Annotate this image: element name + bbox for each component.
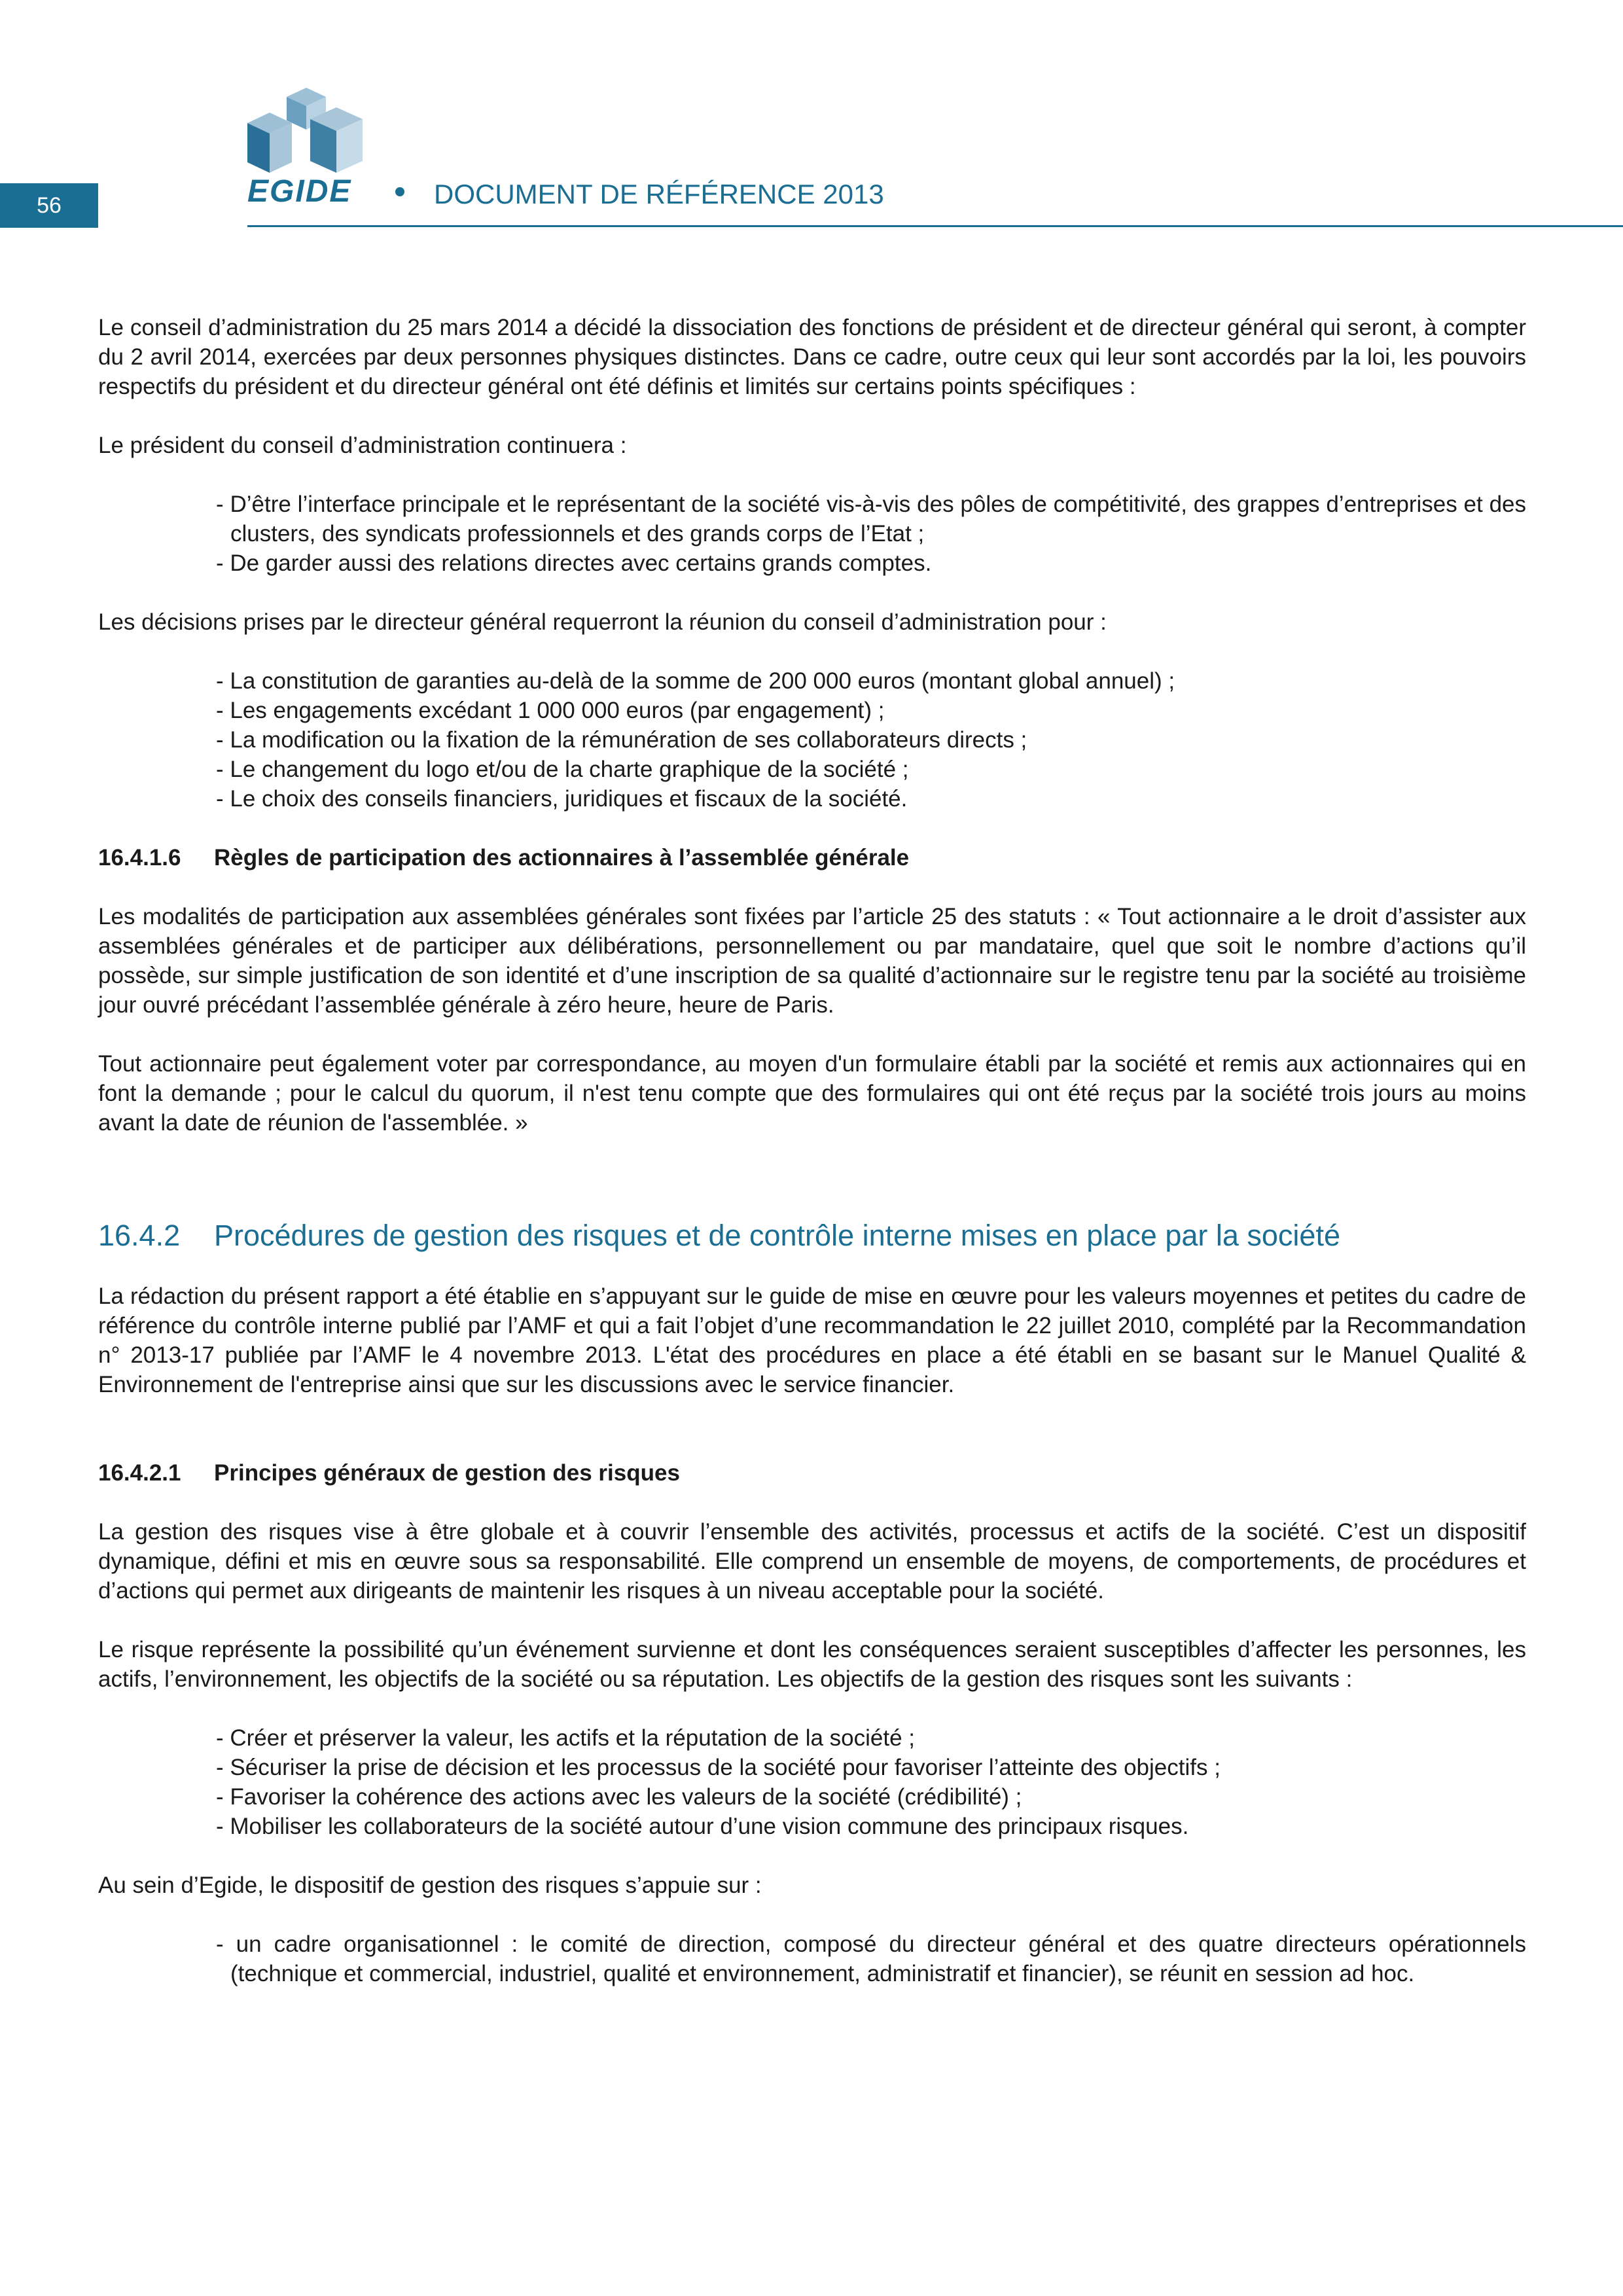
document-title: DOCUMENT DE RÉFÉRENCE 2013: [434, 179, 884, 209]
list-item: - un cadre organisationnel : le comité de direction, composé du directeur général et des quatre directeurs opérationnels (technique et commercial, industriel, qualité et environnement, administratif et financier), se réunit en session ad hoc.: [216, 1931, 1526, 1986]
bullet-list: [98, 666, 1526, 814]
list-item: - Les engagements excédant 1 000 000 euros (par engagement) ;: [216, 698, 885, 723]
bullet-list: [98, 1723, 1526, 1841]
paragraph: Les modalités de participation aux assemblées générales sont fixées par l’article 25 des statuts : « Tout actionnaire a le droit d’assister aux assemblées générales et de participer aux délibérations, personnellement ou par mandataire, quel que soit le nombre d’actions qu’il possède, sur simple justification de son identité et d’une inscription de sa qualité d’actionnaire sur le registre tenu par la société au troisième jour ouvré précédant l’assemblée générale à zéro heure, heure de Paris.: [98, 904, 1526, 1018]
paragraph: La gestion des risques vise à être globale et à couvrir l’ensemble des activités, processus et actifs de la société. C’est un dispositif dynamique, défini et mis en œuvre sous sa responsabilité. Elle comprend un ensemble de moyens, de comportements, de procédures et d’actions qui permet aux dirigeants de maintenir les risques à un niveau acceptable pour la société.: [98, 1519, 1526, 1604]
list-item: - Mobiliser les collaborateurs de la société autour d’une vision commune des principaux risques.: [216, 1814, 1189, 1839]
section-title: Règles de participation des actionnaires à l’assemblée générale: [214, 845, 910, 870]
egide-logo-text: EGIDE: [247, 174, 352, 209]
list-item: - La constitution de garanties au-delà de la somme de 200 000 euros (montant global annuel) ;: [216, 668, 1175, 694]
page-content: [98, 313, 1526, 2018]
list-item: - Favoriser la cohérence des actions avec les valeurs de la société (crédibilité) ;: [216, 1784, 1022, 1810]
header-divider: [247, 225, 1623, 227]
section-number: 16.4.1.6: [98, 845, 181, 870]
paragraph: Au sein d’Egide, le dispositif de gestion des risques s’appuie sur :: [98, 1873, 762, 1898]
paragraph: Le président du conseil d’administration continuera :: [98, 433, 627, 458]
section-heading-16416: [98, 843, 1526, 872]
list-item: - D’être l’interface principale et le représentant de la société vis-à-vis des pôles de compétitivité, des grappes d’entreprises et des clusters, des syndicats professionnels et des grands corps de l’Etat ;: [216, 492, 1526, 547]
page-number: 56: [0, 183, 98, 228]
paragraph: Tout actionnaire peut également voter par correspondance, au moyen d'un formulaire établi par la société et remis aux actionnaires qui en font la demande ; pour le calcul du quorum, il n'est tenu compte que des formulaires qui ont été reçus par la société trois jours au moins avant la date de réunion de l'assemblée. »: [98, 1051, 1526, 1136]
section-title: Procédures de gestion des risques et de contrôle interne mises en place par la société: [214, 1219, 1340, 1252]
header-bullet: [395, 187, 404, 196]
list-item: - Le changement du logo et/ou de la charte graphique de la société ;: [216, 757, 909, 782]
bullet-list: [98, 1929, 1526, 1988]
paragraph: Le risque représente la possibilité qu’un événement survienne et dont les conséquences seraient susceptibles d’affecter les personnes, les actifs, l’environnement, les objectifs de la société ou sa réputation. Les objectifs de la gestion des risques sont les suivants :: [98, 1637, 1526, 1692]
section-heading-16421: [98, 1458, 1526, 1488]
list-item: - Le choix des conseils financiers, juridiques et fiscaux de la société.: [216, 786, 908, 812]
bullet-list: [98, 490, 1526, 578]
list-item: - Sécuriser la prise de décision et les processus de la société pour favoriser l’atteinte des objectifs ;: [216, 1755, 1221, 1780]
section-title: Principes généraux de gestion des risques: [214, 1460, 680, 1486]
paragraph: Le conseil d’administration du 25 mars 2014 a décidé la dissociation des fonctions de président et de directeur général qui seront, à compter du 2 avril 2014, exercées par deux personnes physiques distinctes. Dans ce cadre, outre ceux qui leur sont accordés par la loi, les pouvoirs respectifs du président et du directeur général ont été définis et limités sur certains points spécifiques :: [98, 315, 1526, 399]
list-item: - De garder aussi des relations directes avec certains grands comptes.: [216, 550, 932, 576]
section-number: 16.4.2.1: [98, 1460, 181, 1486]
list-item: - La modification ou la fixation de la rémunération de ses collaborateurs directs ;: [216, 727, 1027, 753]
list-item: - Créer et préserver la valeur, les actifs et la réputation de la société ;: [216, 1725, 916, 1751]
section-heading-1642: [98, 1216, 1526, 1255]
paragraph: La rédaction du présent rapport a été établie en s’appuyant sur le guide de mise en œuvre pour les valeurs moyennes et petites du cadre de référence du contrôle interne publié par l’AMF et qui a fait l’objet d’une recommandation le 22 juillet 2010, complété par la Recommandation n° 2013-17 publiée par l’AMF le 4 novembre 2013. L'état des procédures en place a été établi en se basant sur le Manuel Qualité & Environnement de l'entreprise ainsi que sur les discussions avec le service financier.: [98, 1283, 1526, 1397]
section-number: 16.4.2: [98, 1219, 181, 1252]
paragraph: Les décisions prises par le directeur général requerront la réunion du conseil d’administration pour :: [98, 609, 1107, 635]
